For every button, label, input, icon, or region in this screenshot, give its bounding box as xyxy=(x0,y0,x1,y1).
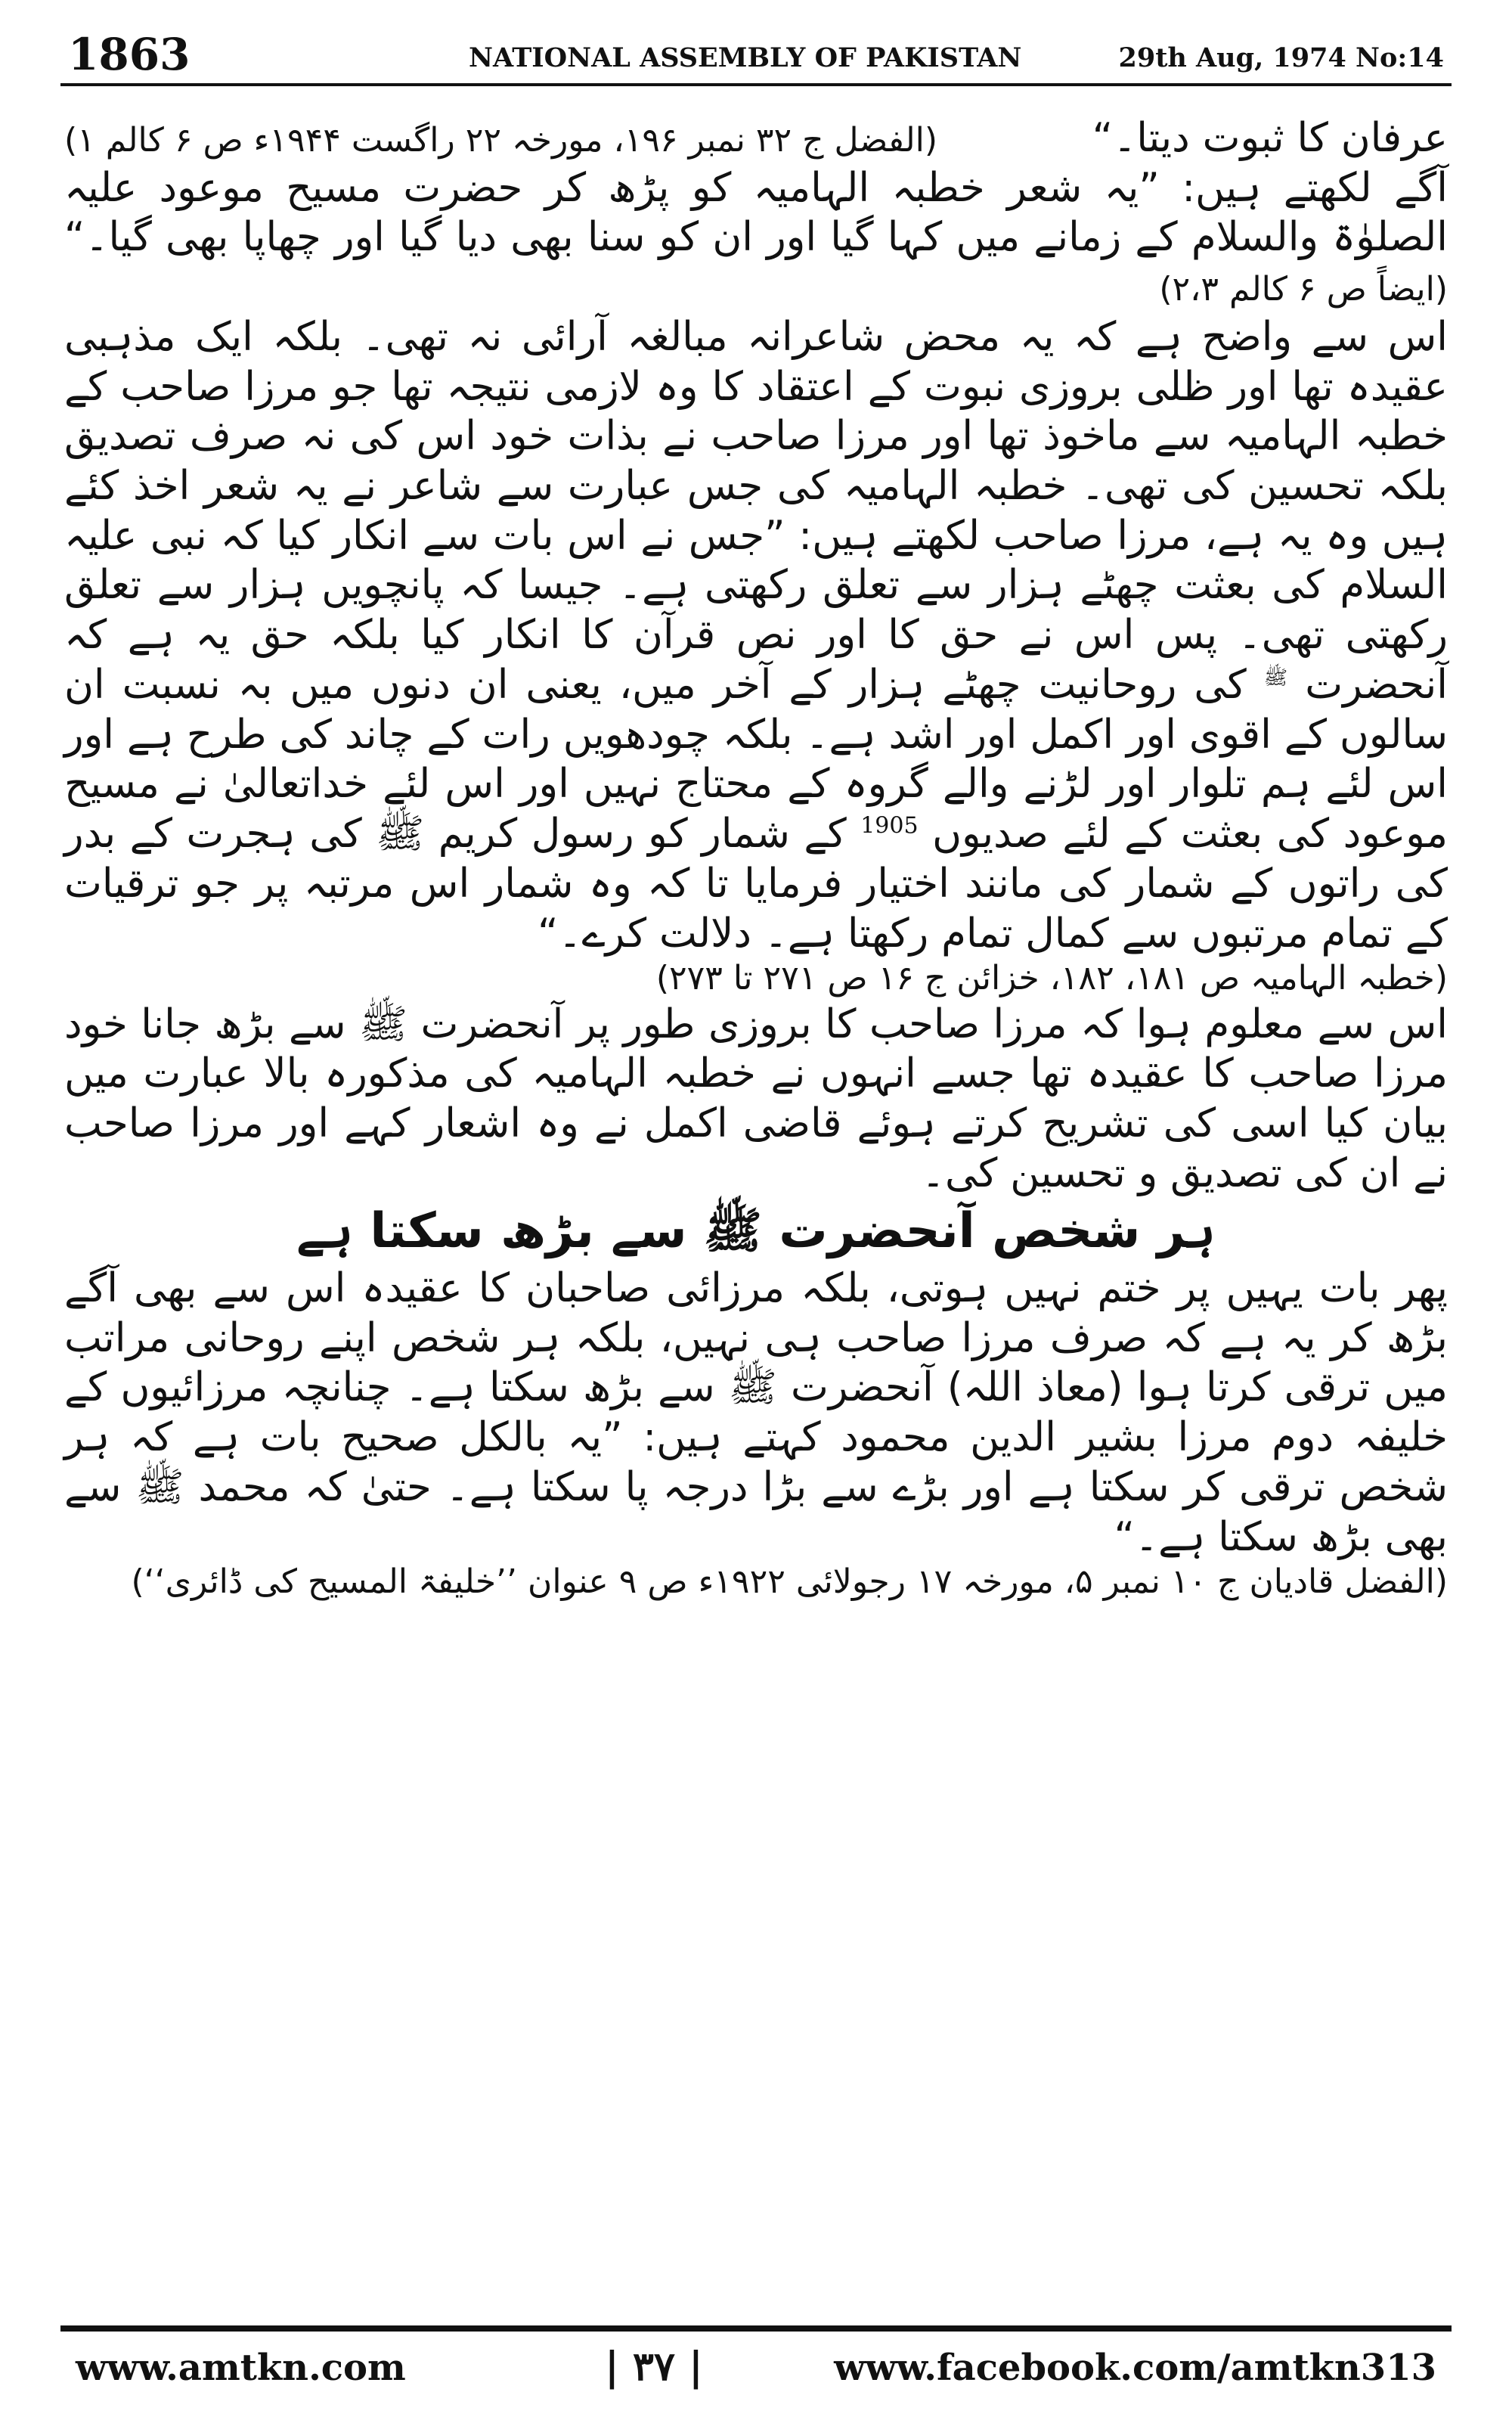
quote-ending-line xyxy=(64,113,1448,163)
paragraph-khutba-ilhamiya xyxy=(64,312,1448,958)
paragraph-khutba-shair-text: آگے لکھتے ہیں: ”یہ شعر خطبہ الہامیہ کو پڑھ کر حضرت مسیح موعود علیہ الصلوٰۃ والسلام کے زمانے میں کہا گیا اور ان کو سنا بھی دیا گیا اور چھاپا بھی گیا۔“ xyxy=(64,164,1448,261)
footer-website-link[interactable]: www.amtkn.com xyxy=(76,2347,406,2389)
footnote-marker: 1905 xyxy=(860,812,919,839)
header-title: NATIONAL ASSEMBLY OF PAKISTAN xyxy=(469,42,1022,73)
paragraph-text-part1: اس سے واضح ہے کہ یہ محض شاعرانہ مبالغہ آرائی نہ تھی۔ بلکہ ایک مذہبی عقیدہ تھا اور ظلی بروزی نبوت کے اعتقاد کا وہ لازمی نتیجہ تھا جو مرزا صاحب کے خطبہ الہامیہ سے ماخوذ تھا اور مرزا صاحب نے بذات خود اس کی نہ صرف تصدیق بلکہ تحسین کی تھی۔ خطبہ الہامیہ کی جس عبارت سے شاعر نے یہ شعر اخذ کئے ہیں وہ یہ ہے، مرزا صاحب لکھتے ہیں: ”جس نے اس بات سے انکار کیا کہ نبی علیہ السلام کی بعثت چھٹے ہزار سے تعلق رکھتی ہے۔ جیسا کہ پانچویں ہزار سے تعلق رکھتی تھی۔ پس اس نے حق کا اور نص قرآن کا انکار کیا بلکہ حق یہ ہے کہ آنحضرت xyxy=(64,313,1448,708)
paragraph-khutba-shair xyxy=(64,163,1448,312)
quote-ending-text: عرفان کا ثبوت دیتا۔“ xyxy=(1092,115,1448,161)
footer-facebook-link[interactable]: www.facebook.com/amtkn313 xyxy=(834,2347,1436,2389)
document-body xyxy=(64,113,1448,1603)
page-number: 1863 xyxy=(68,29,191,80)
page-header xyxy=(60,23,1452,91)
page-footer xyxy=(60,2341,1452,2401)
paragraph-text-part2: کی روحانیت چھٹے ہزار کے آخر میں، یعنی ان دنوں میں بہ نسبت ان سالوں کے اقوی اور اکمل اور اشد ہے۔ بلکہ چودھویں رات کے چاند کی طرح ہے اور اس لئے ہم تلوار اور لڑنے والے گروہ کے محتاج نہیں اور اس لئے خداتعالیٰ نے مسیح موعود کی بعثت کے لئے صدیوں xyxy=(64,661,1448,858)
header-divider xyxy=(60,83,1452,86)
paragraph-text-part3: کے شمار کو رسول کریم ﷺ کی ہجرت کے بدر کی راتوں کے شمار کی مانند اختیار فرمایا تا کہ وہ شمار اس مرتبہ پر جو ترقیات کے تمام مرتبوں سے کمال تمام رکھتا ہے۔ دلالت کرے۔“ xyxy=(64,811,1448,957)
paragraph-conclusion: اس سے معلوم ہوا کہ مرزا صاحب کا بروزی طور پر آنحضرت ﷺ سے بڑھ جانا خود مرزا صاحب کا عقیدہ تھا جسے انہوں نے خطبہ الہامیہ کی مذکورہ بالا عبارت میں بیان کیا اسی کی تشریح کرتے ہوئے قاضی اکمل نے وہ اشعار کہے اور مرزا صاحب نے ان کی تصدیق و تحسین کی۔ xyxy=(64,1001,1448,1196)
section-heading: ہر شخص آنحضرت ﷺ سے بڑھ سکتا ہے xyxy=(296,1202,1216,1259)
paragraph-mirzai-belief: پھر بات یہیں پر ختم نہیں ہوتی، بلکہ مرزائی صاحبان کا عقیدہ اس سے بھی آگے بڑھ کر یہ ہے کہ صرف مرزا صاحب ہی نہیں، بلکہ ہر شخص اپنے روحانی مراتب میں ترقی کرتا ہوا (معاذ اللہ) آنحضرت ﷺ سے بڑھ سکتا ہے۔ چنانچہ مرزائیوں کے خلیفہ دوم مرزا بشیر الدین محمود کہتے ہیں: ”یہ بالکل صحیح بات ہے کہ ہر شخص ترقی کر سکتا ہے اور بڑے سے بڑا درجہ پا سکتا ہے۔ حتیٰ کہ محمد ﷺ سے بھی بڑھ سکتا ہے۔“ xyxy=(64,1265,1448,1560)
salutation-glyph: ﷺ xyxy=(1263,666,1288,690)
reference-khutba-ilhamiya: (خطبہ الہامیہ ص ۱۸۱، ۱۸۲، خزائن ج ۱۶ ص ۲۷۱ تا ۲۷۳) xyxy=(655,959,1448,998)
header-date-issue: 29th Aug, 1974 No:14 xyxy=(1118,42,1444,73)
reference-alfazl-qadian: (الفضل قادیان ج ۱۰ نمبر ۵، مورخہ ۱۷ رجولائی ۱۹۲۲ء ص ۹ عنوان ’’خلیفۃ المسیح کی ڈائری‘‘) xyxy=(131,1562,1448,1602)
reference-alfazl-1944: (الفضل ج ۳۲ نمبر ۱۹۶، مورخہ ۲۲ راگست ۱۹۴۴ء ص ۶ کالم ۱) xyxy=(64,121,937,160)
reference-ibid: (ایضاً ص ۶ کالم ۲،۳) xyxy=(1159,270,1448,309)
footer-page-number: | ۳۷ | xyxy=(605,2344,703,2390)
footer-divider xyxy=(60,2325,1452,2332)
